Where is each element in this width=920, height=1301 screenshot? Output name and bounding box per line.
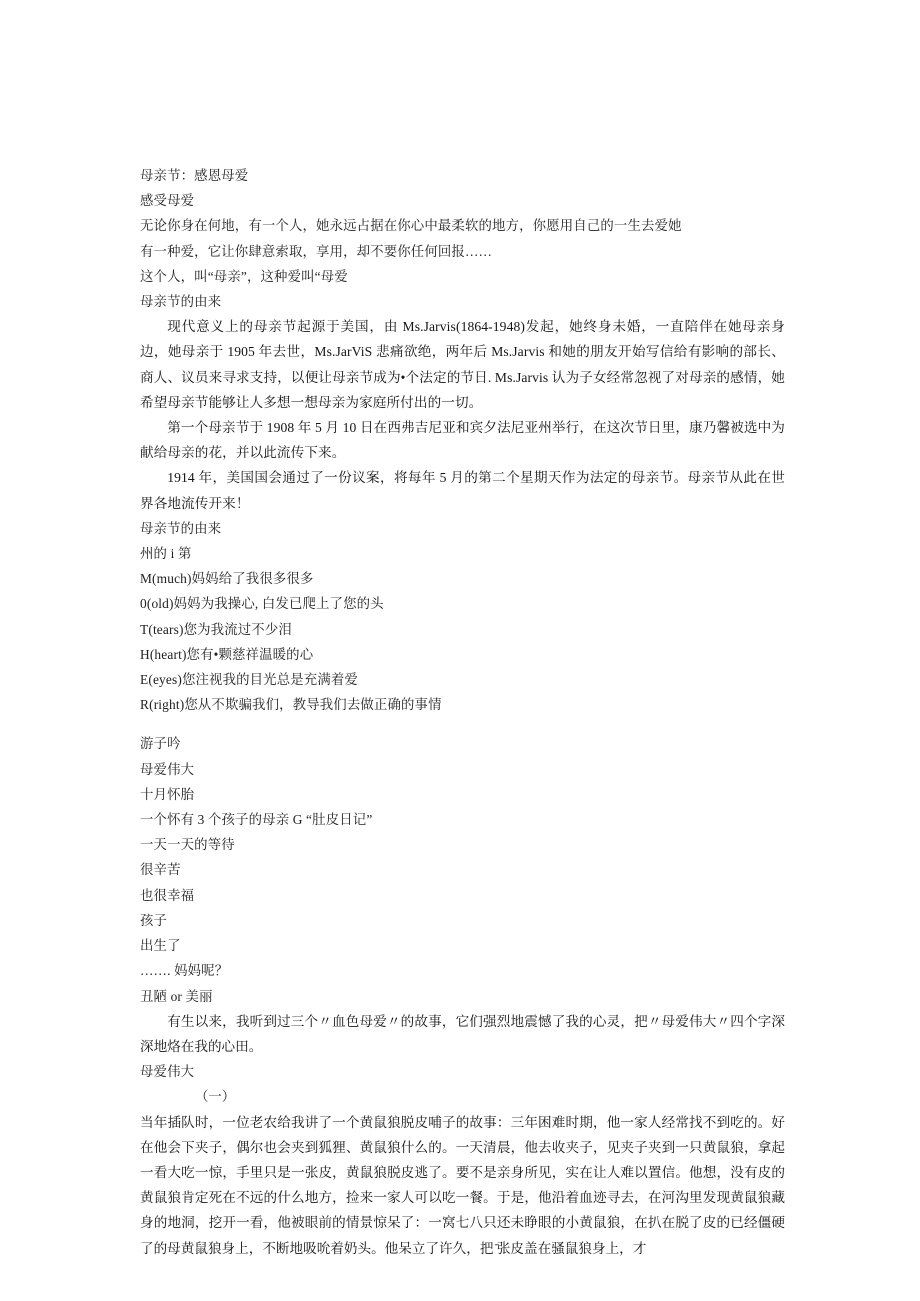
paragraph-first-mothers-day: 第一个母亲节于 1908 年 5 月 10 日在西弗吉尼亚和宾夕法尼亚州举行，在这次节日里，康乃馨被选中为献给母亲的花，并以此流传下来。 (140, 420, 785, 461)
poem-line-born: 出生了 (140, 938, 181, 954)
section-spacer (140, 717, 785, 731)
section-marker-one: （一） (195, 1089, 236, 1105)
poem-line-great-love: 母爱伟大 (140, 761, 195, 777)
acrostic-line-o: 0(old)妈妈为我操心, 白发已爬上了您的头 (140, 596, 384, 612)
acrostic-line-e: E(eyes)您注视我的目光总是充满着爱 (140, 672, 358, 688)
heading-great-maternal-love: 母爱伟大 (140, 1064, 195, 1080)
poem-line-wanderer-song: 游子吟 (140, 736, 181, 752)
acrostic-line-t: T(tears)您为我流过不少泪 (140, 621, 292, 637)
subheading-feel-love: 感受母爱 (140, 193, 195, 209)
heading-origin-of-mothers-day-1: 母亲节的由来 (140, 294, 222, 310)
line-ocr-fragment: 州的 i 第 (140, 546, 192, 562)
poem-line-ten-months: 十月怀胎 (140, 786, 195, 802)
heading-origin-of-mothers-day-2: 母亲节的由来 (140, 520, 222, 536)
poem-line-child: 孩子 (140, 912, 168, 928)
poem-line-very-happy: 也很幸福 (140, 887, 195, 903)
acrostic-line-r: R(right)您从不欺骗我们，教导我们去做正确的事情 (140, 697, 442, 713)
poem-line-ugly-or-beautiful: 丑陋 or 美丽 (140, 988, 213, 1004)
page-title: 母亲节：感恩母爱 (140, 168, 249, 183)
acrostic-line-h: H(heart)您有•颗慈祥温暖的心 (140, 646, 314, 662)
poem-line-day-by-day: 一天一天的等待 (140, 837, 235, 853)
poem-line-what-about-mom: ……. 妈妈呢？ (140, 963, 229, 979)
paragraph-blood-colored-love: 有生以来，我听到过三个〃血色母爱〃的故事，它们强烈地震憾了我的心灵，把〃母爱伟大〃四个字深深地烙在我的心田。 (140, 1013, 785, 1054)
poem-line-belly-diary: 一个怀有 3 个孩子的母亲 G “肚皮日记” (140, 812, 373, 828)
paragraph-congress-1914: 1914 年，美国国会通过了一份议案，将每年 5 月的第二个星期天作为法定的母亲节。母亲节从此在世界各地流传开来！ (140, 470, 785, 511)
paragraph-weasel-story: 当年插队时，一位老农给我讲了一个黄鼠狼脱皮哺子的故事：三年困难时期，他一家人经常找不到吃的。好在他会下夹子，偶尔也会夹到狐狸、黄鼠狼什么的。一天清晨，他去收夹子，见夹子夹到一只黄鼠狼，拿起一看大吃一惊，手里只是一张皮，黄鼠狼脱皮逃了。要不是亲身所见，实在让人难以置信。他想，没有皮的黄鼠狼肯定死在不远的什么地方，捡来一家人可以吃一餐。于是，他沿着血迹寻去，在河沟里发现黄鼠狼藏身的地洞，挖开一看，他被眼前的情景惊呆了：一窝七八只还未睁眼的小黄鼠狼，在扒在脱了皮的已经僵硬了的母黄鼠狼身上，不断地吸吮着奶头。他呆立了许久，把 ̄张皮盖在骚鼠狼身上，才 (140, 1114, 785, 1256)
poem-line-very-hard: 很辛苦 (140, 862, 181, 878)
paragraph-jarvis-history: 现代意义上的母亲节起源于美国，由 Ms.Jarvis(1864-1948)发起，她终身未婚，一直陪伴在她母亲身边，她母亲于 1905 年去世，Ms.JarViS 悲痛欲绝，两年后 Ms.Jarvis 和她的朋友开始写信给有影响的部长、商人、议员来寻求支持，以便让母亲节成为•个法定的节日. Ms.Jarvis 认为子女经常忽视了对母亲的感情，她希望母亲节能够让人多想一想母亲为家庭所付出的一切。 (140, 319, 785, 410)
line-wherever-you-are: 无论你身在何地，有一个人，她永远占据在你心中最柔软的地方，你愿用自己的一生去爱她 (140, 218, 682, 234)
line-this-person-mother: 这个人，叫“母亲”，这种爱叫“母爱 (140, 268, 348, 284)
line-kind-of-love: 有一种爱，它让你肆意索取，享用，却不要你任何回报…… (140, 243, 493, 259)
document-body (140, 163, 785, 1261)
acrostic-line-m: M(much)妈妈给了我很多很多 (140, 571, 314, 587)
